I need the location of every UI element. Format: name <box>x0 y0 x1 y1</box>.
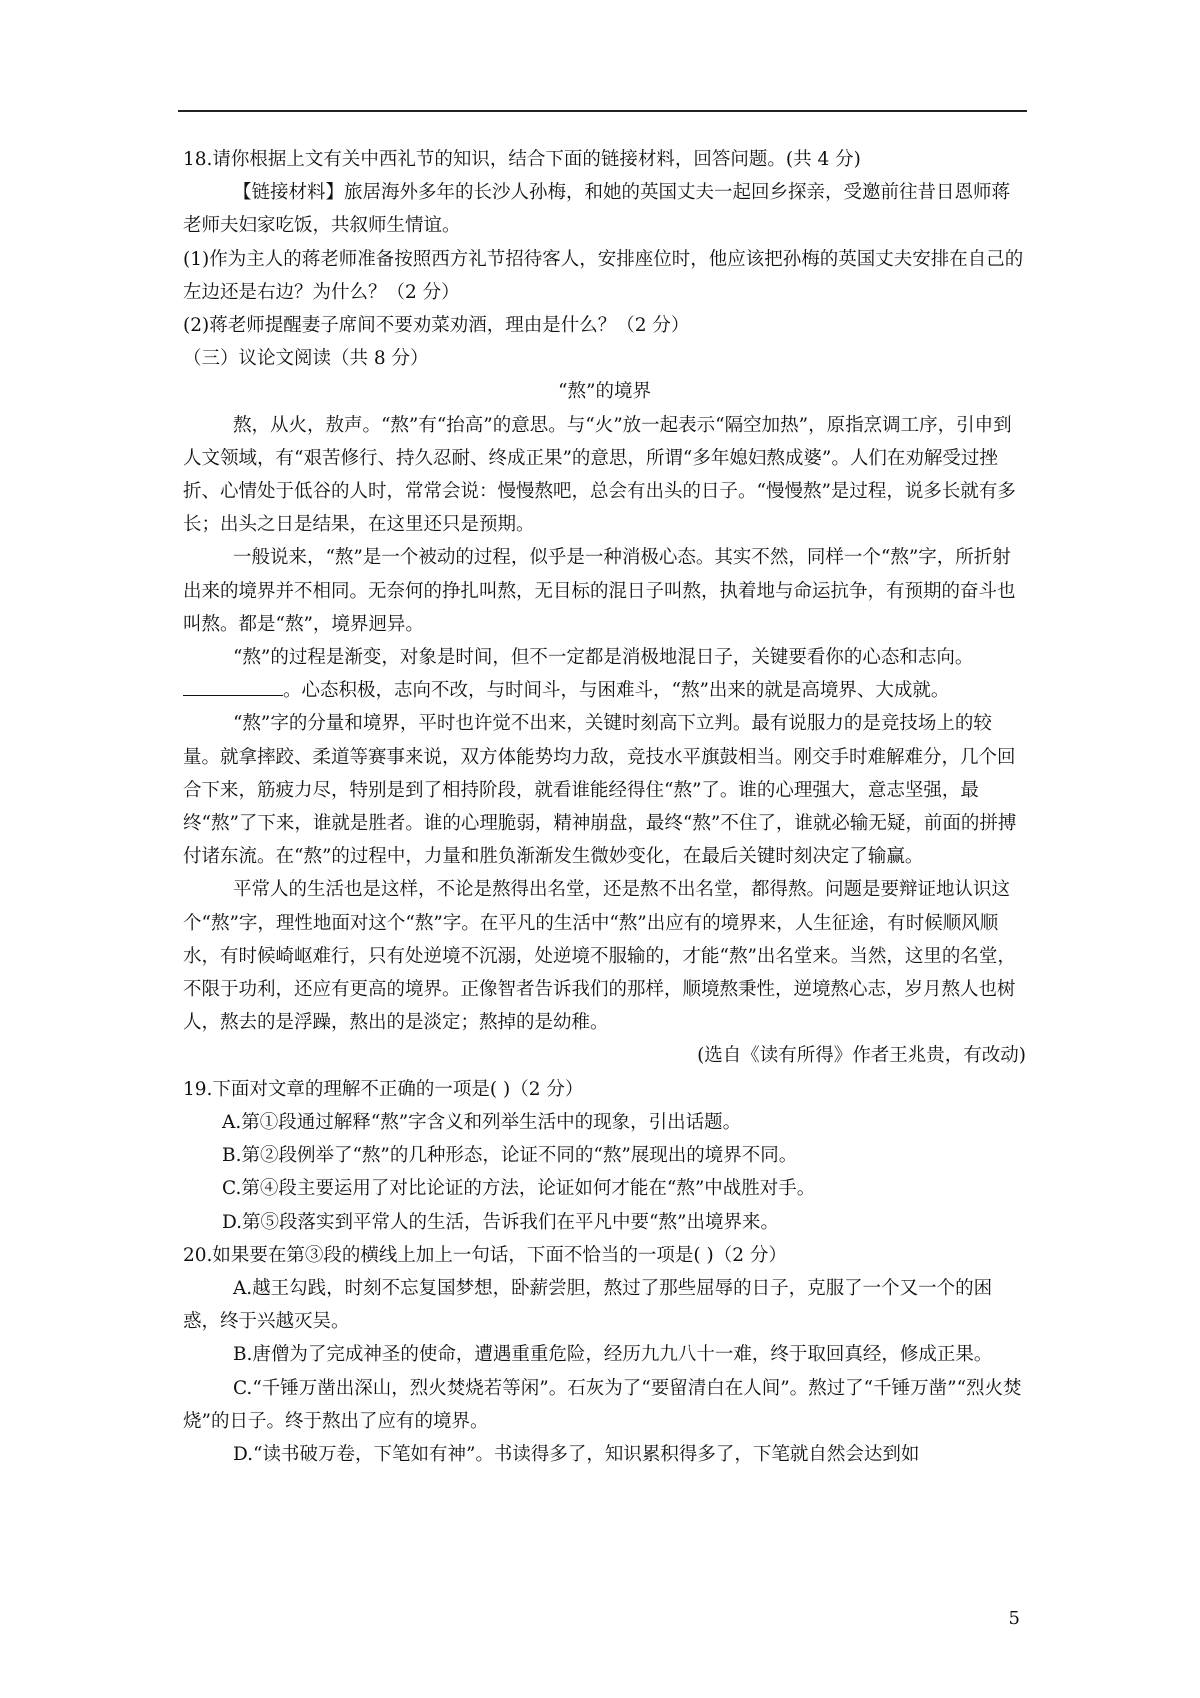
paragraph-3-text-b: 。心态积极，志向不改，与时间斗，与困难斗，“熬”出来的就是高境界、大成就。 <box>283 680 950 702</box>
essay-source: (选自《读有所得》作者王兆贵，有改动) <box>697 1045 1026 1067</box>
question-19-option-b: B.第②段例举了“熬”的几种形态，论证不同的“熬”展现出的境界不同。 <box>222 1145 798 1167</box>
question-18-stem: 18.请你根据上文有关中西礼节的知识，结合下面的链接材料，回答问题。(共 4 分) <box>183 149 861 170</box>
question-19-option-c: C.第④段主要运用了对比论证的方法，论证如何才能在“熬”中战胜对手。 <box>222 1178 816 1200</box>
section-3-heading: （三）议论文阅读（共 8 分） <box>183 348 429 370</box>
essay-paragraph-4: “熬”字的分量和境界，平时也许觉不出来，关键时刻高下立判。最有说服力的是竞技场上的较量。就拿摔跤、柔道等赛事来说，双方体能势均力敌，竞技水平旗鼓相当。刚交手时难解难分，几个回合下来，筋疲力尽，特别是到了相持阶段，就看谁能经得住“熬”了。谁的心理强大，意志坚强，最终“熬”了下来，谁就是胜者。谁的心理脆弱，精神崩盘，最终“熬”不住了，谁就必输无疑，前面的拼搏付诸东流。在“熬”的过程中，力量和胜负渐渐发生微妙变化，在最后关键时刻决定了输赢。 <box>183 713 1017 868</box>
question-20-option-a: A.越王勾践，时刻不忘复国梦想，卧薪尝胆，熬过了那些屈辱的日子，克服了一个又一个的困惑，终于兴越灭吴。 <box>183 1277 993 1333</box>
fill-in-blank <box>183 679 283 697</box>
essay-paragraph-3 <box>183 641 1026 707</box>
question-19-option-d: D.第⑤段落实到平常人的生活，告诉我们在平凡中要“熬”出境界来。 <box>222 1211 779 1233</box>
question-20-option-d: D.“读书破万卷，下笔如有神”。书读得多了，知识累积得多了，下笔就自然会达到如 <box>232 1443 920 1465</box>
header-rule <box>178 110 1027 112</box>
question-18-sub-1: (1)作为主人的蒋老师准备按照西方礼节招待客人，安排座位时，他应该把孙梅的英国丈夫安排在自己的左边还是右边？为什么？（2 分） <box>183 248 1024 303</box>
essay-title: “熬”的境界 <box>558 381 651 403</box>
question-20-option-c: C.“千锤万凿出深山，烈火焚烧若等闲”。石灰为了“要留清白在人间”。熬过了“千锤万凿”“烈火焚烧”的日子。终于熬出了应有的境界。 <box>183 1377 1022 1432</box>
essay-paragraph-1: 熬，从火，敖声。“熬”有“抬高”的意思。与“火”放一起表示“隔空加热”，原指烹调工序，引申到人文领域，有“艰苦修行、持久忍耐、终成正果”的意思，所谓“多年媳妇熬成婆”。人们在劝解受过挫折、心情处于低谷的人时，常常会说：慢慢熬吧，总会有出头的日子。“慢慢熬”是过程，说多长就有多长；出头之日是结果，在这里还只是预期。 <box>183 414 1016 536</box>
question-20-stem: 20.如果要在第③段的横线上加上一句话，下面不恰当的一项是( )（2 分） <box>183 1244 787 1266</box>
page-content <box>183 143 1026 1471</box>
paragraph-3-text-a: “熬”的过程是渐变，对象是时间，但不一定都是消极地混日子，关键要看你的心态和志向。 <box>232 647 974 669</box>
question-18-sub-2: (2)蒋老师提醒妻子席间不要劝菜劝酒，理由是什么？（2 分） <box>183 315 690 337</box>
page-number: 5 <box>1008 1608 1020 1629</box>
essay-paragraph-5: 平常人的生活也是这样，不论是熬得出名堂，还是熬不出名堂，都得熬。问题是要辩证地认识这个“熬”字，理性地面对这个“熬”字。在平凡的生活中“熬”出应有的境界来，人生征途，有时候顺风顺水，有时候崎岖难行，只有处逆境不沉溺，处逆境不服输的，才能“熬”出名堂来。当然，这里的名堂，不限于功利，还应有更高的境界。正像智者告诉我们的那样，顺境熬秉性，逆境熬心志，岁月熬人也树人，熬去的是浮躁，熬出的是淡定；熬掉的是幼稚。 <box>183 879 1016 1034</box>
question-19-stem: 19.下面对文章的理解不正确的一项是( )（2 分） <box>183 1078 584 1100</box>
essay-paragraph-2: 一般说来，“熬”是一个被动的过程，似乎是一种消极心态。其实不然，同样一个“熬”字，所折射出来的境界并不相同。无奈何的挣扎叫熬，无目标的混日子叫熬，执着地与命运抗争，有预期的奋斗也叫熬。都是“熬”，境界迥异。 <box>183 547 1016 635</box>
question-20-option-b: B.唐僧为了完成神圣的使命，遭遇重重危险，经历九九八十一难，终于取回真经，修成正果。 <box>232 1344 993 1366</box>
question-18-material: 【链接材料】旅居海外多年的长沙人孙梅，和她的英国丈夫一起回乡探亲，受邀前往昔日恩师蒋老师夫妇家吃饭，共叙师生情谊。 <box>183 182 1010 237</box>
question-19-option-a: A.第①段通过解释“熬”字含义和列举生活中的现象，引出话题。 <box>222 1111 742 1133</box>
